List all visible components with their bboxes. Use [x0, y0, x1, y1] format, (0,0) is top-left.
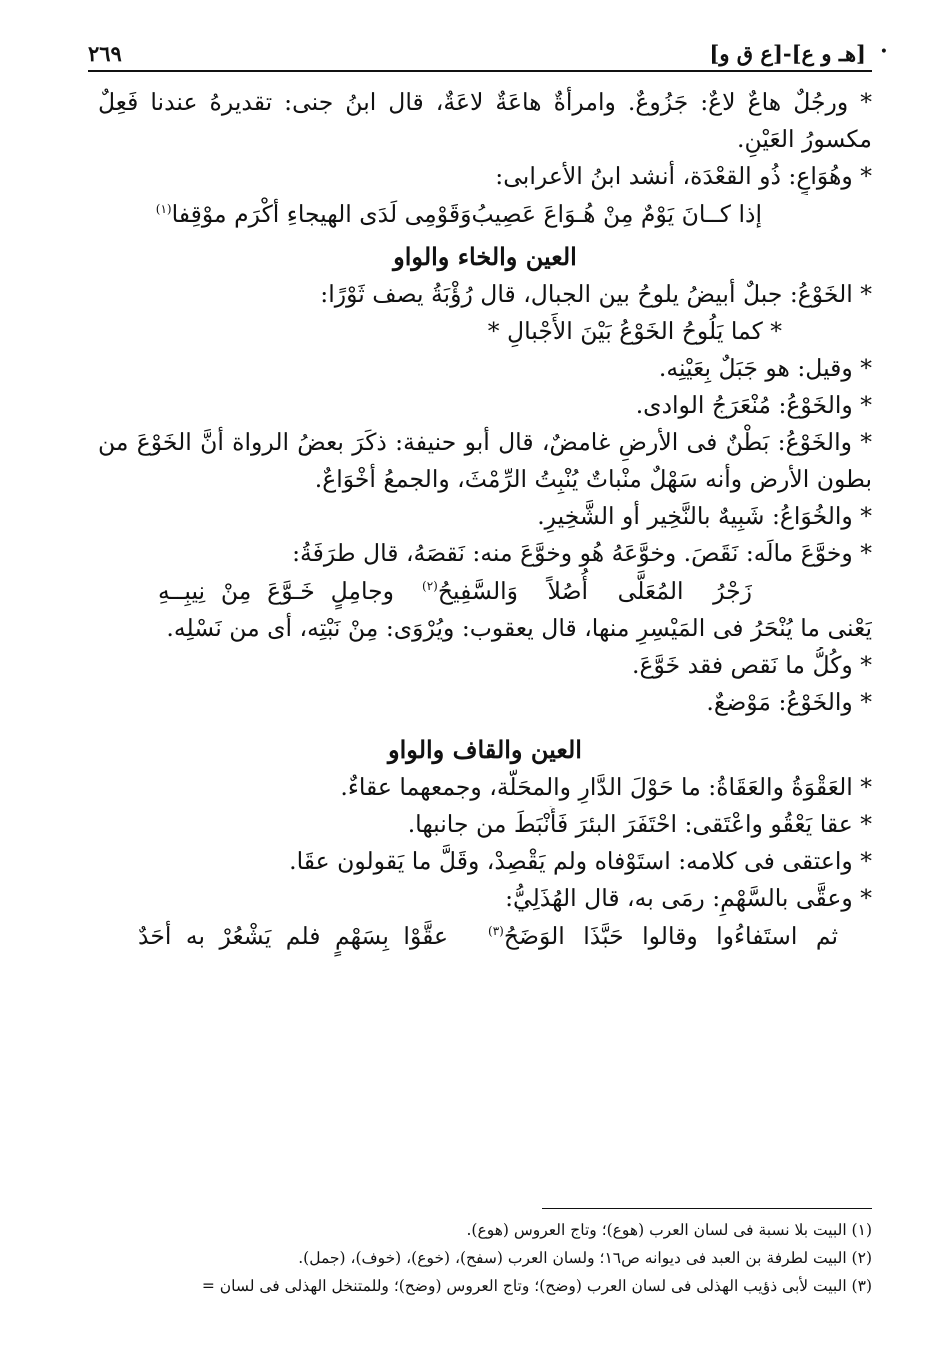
verse-second-hemistich: [156, 195, 472, 233]
verse-line: [98, 572, 872, 610]
text-line: * وهُوَاعٍ: ذُو القعْدَة، أنشد ابنُ الأعرابى:: [495, 162, 872, 190]
page-header: [88, 32, 866, 66]
footnote-marker: (١): [155, 202, 172, 217]
verse-line: [98, 917, 872, 955]
footnote-rule: [542, 1208, 872, 1209]
footnote-marker: (٣): [488, 924, 504, 939]
page-number: ٢٦٩: [88, 41, 122, 66]
quoted-verse: * كما يَلُوحُ الخَوْعُ بَيْنَ الأَجْبالِ *: [487, 317, 782, 345]
footnote: (٢) البيت لطرفة بن العبد فى ديوانه ص١٦؛ ولسان العرب (سفح)، (خوع)، (خوف)، (جمل).: [298, 1249, 872, 1267]
text-line: مكسورُ العَيْنِ.: [737, 125, 872, 153]
section-heading: العين والقاف والواو: [388, 735, 582, 764]
text-line: * وخوَّعَ مالَه: نَقَصَ. وخوَّعَهُ هُو وخوَّعَ منه: نَقصَهُ، قال طرَفَةُ:: [292, 539, 872, 567]
text-line: * واعتقى فى كلامه: استَوْفاه ولم يَقْصِدْ، وقَلَّ ما يَقولون عقَا.: [289, 847, 872, 875]
footnotes: [96, 1216, 872, 1300]
running-title: [هـ و ع]-[ع ق و]: [709, 41, 866, 66]
text-line: * وعقَّى بالسَّهْمِ: رمَى به، قال الهُذَلِيُّ:: [505, 884, 872, 912]
text-line: * ورجُلٌ هاعٌ لاعٌ: جَزُوعٌ. وامرأةٌ هاعَةٌ لاعَةٌ، قال ابنُ جنى: تقديرهُ عندنا فَعِلٌ: [98, 88, 872, 116]
verse-second-hemistich: عقَّوْا بِسَهْمٍ فلم يَشْعُرْ به أحَدٌ: [138, 922, 448, 950]
section-heading: العين والخاء والواو: [393, 242, 577, 271]
text-line: * الخَوْعُ: جبلٌ أبيضُ يلوحُ بين الجبال، قال رُؤْبَةُ يصف ثَوْرًا:: [320, 280, 872, 308]
text-line: * وقيل: هو جَبَلٌ بِعَيْنِه.: [658, 354, 872, 382]
verse-text: ثم استَفاءُوا وقالوا حَبَّذَا الوَضَحُ: [503, 922, 838, 950]
text-line: * والخَوْعُ: بَطْنٌ فى الأرضِ غامضٌ، قال أبو حنيفة: ذكَرَ بعضُ الرواة أنَّ الخَوْعَ من: [98, 428, 872, 456]
margin-dot: •: [879, 44, 888, 60]
verse-text: زَجْرُ المُعَلَّى أُصُلاً وَالسَّفِيحُ: [437, 577, 752, 605]
text-line: * العَقْوَةُ والعَقَاةُ: ما حَوْلَ الدَّارِ والمحَلَّة، وجمعهما عقاءٌ.: [340, 773, 872, 801]
verse-first-hemistich: إذا كــانَ يَوْمٌ مِنْ هُـوَاعَ عَصِيبُ: [471, 200, 762, 228]
footnote: (١) البيت بلا نسبة فى لسان العرب (هوع)؛ وتاج العروس (هوع).: [466, 1221, 872, 1239]
footnote-marker: (٢): [422, 579, 438, 594]
text-line: * والخُوَاعُ: شَبِيهٌ بالنَّخِير أو الشَّخِيرِ.: [537, 502, 872, 530]
text-line: * وكُلُّ ما نَقص فقد خَوَّعَ.: [631, 651, 872, 679]
main-text: [98, 84, 872, 955]
verse-line: [98, 195, 872, 233]
verse-second-hemistich: وجامِلٍ خَـوَّعَ مِنْ نِيبِــهِ: [158, 577, 394, 605]
text-line: يَعْنى ما يُنْحَرُ فى المَيْسِرِ منها، قال يعقوب: ويُرْوَى: مِنْ نَبْتِه، أى من نَسْلِه.: [166, 614, 872, 642]
verse-first-hemistich: [488, 917, 838, 955]
text-line: * والخَوْعُ: مُنْعَرَجُ الوادى.: [635, 391, 872, 419]
footnote: (٣) البيت لأبى ذؤيب الهذلى فى لسان العرب (وضح)؛ وتاج العروس (وضح)؛ وللمتنخل الهذلى فى لسان =: [201, 1277, 872, 1295]
text-line: * والخَوْعُ: مَوْضعٌ.: [706, 688, 872, 716]
text-line: * عقا يَعْقُو واعْتَقى: احْتَفَرَ البئرَ فَأَنْبَطَ من جانبها.: [407, 810, 872, 838]
text-line: بطون الأرض وأنه سَهْلٌ منْباتٌ يُنْبِتُ الرِّمْثَ، والجمعُ أخْوَاعٌ.: [314, 465, 872, 493]
verse-text: وَقَوْمِى لَدَى الهيجاءِ أكْرَم موْقِفا: [171, 200, 472, 228]
header-rule: [88, 70, 872, 72]
verse-first-hemistich: [422, 572, 752, 610]
